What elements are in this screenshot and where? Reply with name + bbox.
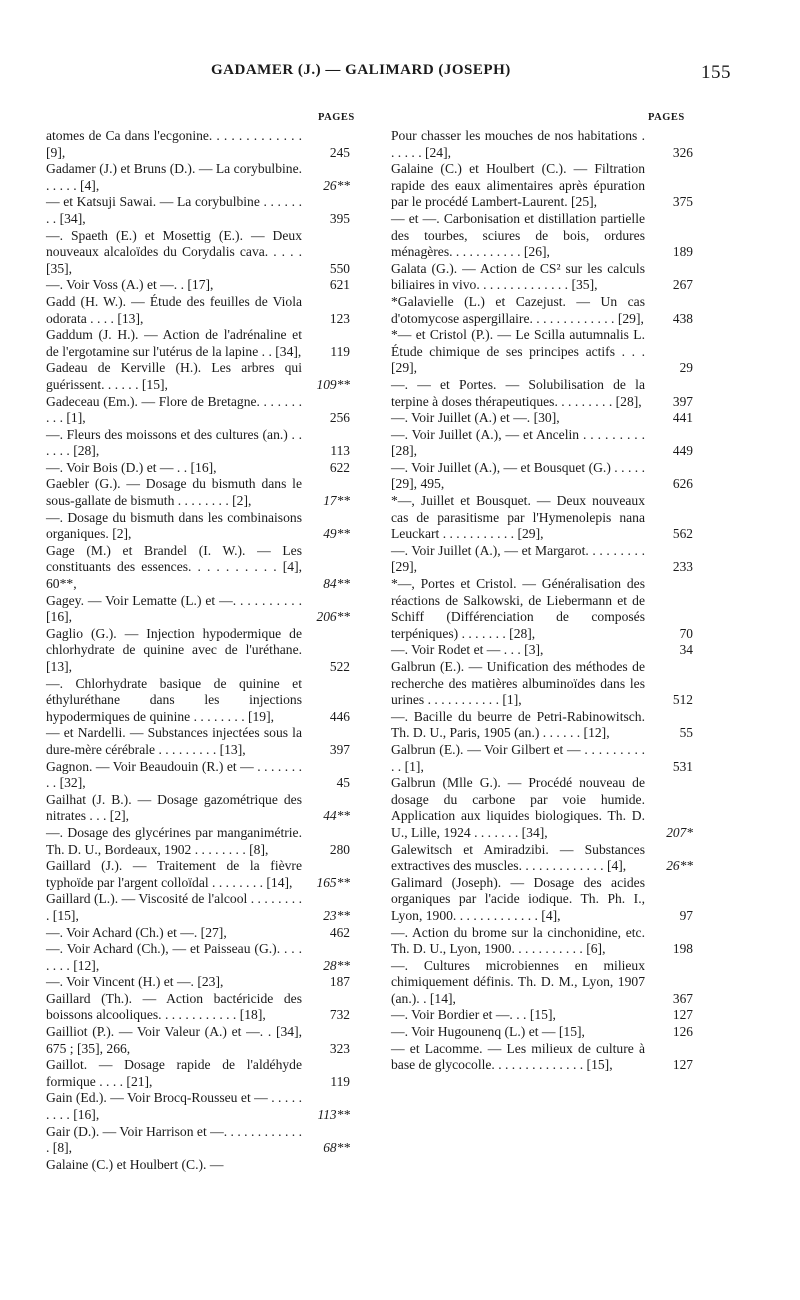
entry-page-number: 127 [672,1007,693,1023]
entry-page-number: 449 [672,443,693,459]
index-entry [391,1041,693,1074]
index-entry [46,1157,350,1174]
entry-text: Gaglio (G.). — Injection hypodermique de chlorhydrate de quinine avec de l'uréthane. [13], [46,625,302,674]
entry-text: Galata (G.). — Action de CS² sur les calculs biliaires in vivo. . . . . . . . . . . . . . [35], [391,260,645,293]
index-entry [391,211,693,261]
entry-page-number: 126 [672,1024,693,1040]
index-entry [46,427,350,460]
entry-page-number: 256 [329,410,350,426]
entry-text: —. Voir Juillet (A.), — et Bousquet (G.) . . . . . [29], 495, [391,459,645,492]
index-entry [391,1024,693,1041]
entry-page-number: 45 [336,775,350,791]
entry-page-number: 441 [672,410,693,426]
entry-text: *Galavielle (L.) et Cazejust. — Un cas d'otomycose aspergillaire. . . . . . . . . . . . . [29], [391,293,645,326]
entry-page-number: 84** [323,576,350,592]
entry-text: Gadeau de Kerville (H.). Les arbres qui guérissent. . . . . . [15], [46,360,302,392]
entry-page-number: 29 [679,360,693,376]
entry-page-number: 165** [316,874,350,890]
entry-text: Galimard (Joseph). — Dosage des acides organiques par l'acide iodique. Th. Ph. I., Lyon, 1900. . . . . . . . . . . . . [4], [391,874,645,923]
entry-text: — et Nardelli. — Substances injectées sous la dure-mère cérébrale . . . . . . . . . [13], [46,725,302,757]
entry-text: —. Voir Bordier et —. . . [15], [391,1007,556,1023]
index-entry [46,460,350,477]
index-entry [46,792,350,825]
index-entry [46,161,350,194]
entry-page-number: 621 [329,277,350,293]
index-entry [391,925,693,958]
entry-page-number: 323 [329,1040,350,1056]
index-entry [46,360,350,393]
index-entry [391,460,693,493]
entry-text: Gadeceau (Em.). — Flore de Bretagne. . . . . . . . . . [1], [46,393,302,426]
index-entry [391,576,693,642]
index-entry [391,1007,693,1024]
entry-page-number: 28** [323,957,350,973]
entry-text: —. Voir Juillet (A.), — et Margarot. . . . . . . . . [29], [391,542,645,575]
index-entry [46,1024,350,1057]
index-entry [391,543,693,576]
entry-text: Gaillard (L.). — Viscosité de l'alcool . . . . . . . . . [15], [46,891,302,923]
entry-text: —. Voir Vincent (H.) et —. [23], [46,974,224,990]
entry-page-number: 375 [672,194,693,210]
entry-text: Gagnon. — Voir Beaudouin (R.) et — . . . . . . . . . [32], [46,758,302,791]
entry-page-number: 522 [329,659,350,674]
entry-text: —. Chlorhydrate basique de quinine et éthyluréthane dans les injections hypodermiques de quinine . . . . . . . . [19], [46,675,302,724]
index-entry [391,377,693,410]
entry-text: *—, Portes et Cristol. — Généralisation des réactions de Salkowski, de Liebermann et de Schiff (Différenciation de composés terpéniques) . . . . . . . [28], [391,576,645,641]
entry-page-number: 395 [329,210,350,226]
entry-text: Gaebler (G.). — Dosage du bismuth dans le sous-gallate de bismuth . . . . . . . . [2], [46,476,302,509]
entry-text: —. Action du brome sur la cinchonidine, etc. Th. D. U., Lyon, 1900. . . . . . . . . . . [6], [391,924,645,957]
entry-page-number: 119 [330,1073,350,1089]
entry-page-number: 113 [330,443,350,459]
entry-page-number: 446 [329,708,350,724]
entry-text: atomes de Ca dans l'ecgonine. . . . . . . . . . . . . [9], [46,128,302,160]
entry-page-number: 68** [323,1140,350,1156]
entry-text: —. Voir Achard (Ch.) et —. [27], [46,924,227,940]
running-head: GADAMER (J.) — GALIMARD (JOSEPH) [211,62,511,78]
index-entry [46,759,350,792]
entry-text: —. Spaeth (E.) et Mosettig (E.). — Deux nouveaux alcaloïdes du Corydalis cava. . . . . [35], [46,227,302,276]
index-entry [46,476,350,509]
entry-text: —. Voir Hugounenq (L.) et — [15], [391,1024,585,1040]
index-entry [46,194,350,227]
entry-page-number: 23** [323,907,350,923]
entry-text: —. Voir Bois (D.) et — . . [16], [46,459,217,475]
entry-text: — et —. Carbonisation et distillation partielle des tourbes, sciures de bois, ordures ménagères. . . . . . . . . . . [26], [391,210,645,260]
index-entry [46,725,350,758]
index-entry [46,128,350,161]
entry-text: Gaillot. — Dosage rapide de l'aldéhyde formique . . . . [21], [46,1057,302,1089]
entry-page-number: 49** [323,526,350,542]
index-column-right [391,128,693,1074]
entry-text: Galaine (C.) et Houlbert (C.). — [46,1156,224,1172]
entry-text: —. — et Portes. — Solubilisation de la terpine à doses thérapeutiques. . . . . . . . . [28], [391,376,645,409]
entry-page-number: 34 [679,642,693,658]
entry-text: — et Lacomme. — Les milieux de culture à base de glycocolle. . . . . . . . . . . . . . [15], [391,1040,645,1073]
pages-column-label-left: PAGES [318,112,355,123]
entry-page-number: 70 [679,625,693,641]
index-column-left [46,128,350,1173]
entry-text: Gailliot (P.). — Voir Valeur (A.) et —. . [34], 675 ; [35], 266, [46,1024,302,1056]
index-entry [46,925,350,942]
entry-text: — et Katsuji Sawai. — La corybulbine . . . . . . . . [34], [46,194,302,226]
entry-text: *— et Cristol (P.). — Le Scilla autumnalis L. Étude chimique de ses principes actifs . . . [29], [391,327,645,376]
entry-text: —. Voir Voss (A.) et —. . [17], [46,277,214,293]
entry-text: Gage (M.) et Brandel (I. W.). — Les constituants des essences. . . . . . . . . . [4], 60**, [46,542,302,592]
entry-text: *—, Juillet et Bousquet. — Deux nouveaux cas de parasitisme par l'Hymenolepis nana Leuckart . . . . . . . . . . . [29], [391,493,645,542]
entry-page-number: 531 [672,758,693,774]
entry-page-number: 550 [329,260,350,276]
entry-page-number: 326 [672,144,693,160]
entry-text: —. Voir Rodet et — . . . [3], [391,642,544,658]
entry-page-number: 207* [666,824,693,840]
index-entry [46,510,350,543]
entry-page-number: 44** [323,808,350,824]
entry-text: —. Voir Juillet (A.), — et Ancelin . . . . . . . . . [28], [391,426,645,459]
entry-text: Gair (D.). — Voir Harrison et —. . . . . . . . . . . . . [8], [46,1123,302,1156]
index-entry [391,642,693,659]
index-entry [391,493,693,543]
index-entry [46,327,350,360]
entry-page-number: 206** [316,609,350,625]
index-entry [391,327,693,377]
index-entry [46,543,350,593]
index-entry [46,891,350,924]
entry-page-number: 626 [672,476,693,492]
index-entry [46,277,350,294]
entry-page-number: 97 [679,907,693,923]
index-entry [391,161,693,211]
entry-page-number: 127 [672,1057,693,1073]
entry-text: —. Voir Juillet (A.) et —. [30], [391,410,560,426]
entry-page-number: 562 [672,526,693,542]
entry-page-number: 622 [329,459,350,475]
entry-text: Gagey. — Voir Lematte (L.) et —. . . . . . . . . . [16], [46,592,302,625]
entry-page-number: 55 [679,725,693,741]
entry-text: Gaddum (J. H.). — Action de l'adrénaline et de l'ergotamine sur l'utérus de la lapine . . [34], [46,327,302,359]
index-entry [46,626,350,676]
entry-page-number: 367 [672,990,693,1006]
index-entry [391,427,693,460]
entry-text: Galbrun (E.). — Unification des méthodes de recherche des matières albuminoïdes dans les urines . . . . . . . . . . . [1], [391,659,645,708]
index-entry [391,261,693,294]
entry-page-number: 113** [317,1107,350,1123]
index-entry [46,1057,350,1090]
entry-text: Galewitsch et Amiradzibi. — Substances extractives des muscles. . . . . . . . . . . . . [4], [391,841,645,874]
index-entry [391,775,693,841]
index-entry [46,676,350,726]
index-entry [46,1090,350,1123]
index-entry [391,128,693,161]
entry-page-number: 119 [330,343,350,359]
entry-text: —. Dosage des glycérines par manganimétrie. Th. D. U., Bordeaux, 1902 . . . . . . . . [8], [46,824,302,857]
index-entry [46,974,350,991]
entry-page-number: 109** [316,376,350,392]
entry-text: —. Fleurs des moissons et des cultures (an.) . . . . . . [28], [46,426,302,459]
entry-page-number: 397 [329,741,350,757]
entry-text: Galbrun (E.). — Voir Gilbert et — . . . . . . . . . . . [1], [391,741,645,774]
index-entry [46,858,350,891]
entry-text: Gaillard (J.). — Traitement de la fièvre typhoïde par l'argent colloïdal . . . . . . . . [14], [46,858,302,890]
entry-page-number: 26** [323,177,350,193]
entry-text: Pour chasser les mouches de nos habitations . . . . . . [24], [391,128,645,160]
index-entry [46,991,350,1024]
index-entry [46,1124,350,1157]
entry-text: —. Bacille du beurre de Petri-Rabinowitsch. Th. D. U., Paris, 1905 (an.) . . . . . . [12], [391,708,645,741]
entry-text: Galaine (C.) et Houlbert (C.). — Filtration rapide des eaux alimentaires après épuration par le procédé Lambert-Laurent. [25], [391,161,645,210]
entry-text: —. Dosage du bismuth dans les combinaisons organiques. [2], [46,509,302,542]
entry-text: —. Cultures microbiennes en milieux chimiquement définis. Th. D. M., Lyon, 1907 (an.). . [14], [391,957,645,1006]
index-entry [391,958,693,1008]
entry-page-number: 438 [672,310,693,326]
entry-page-number: 233 [672,559,693,575]
index-entry [391,875,693,925]
entry-page-number: 245 [329,144,350,160]
entry-page-number: 267 [672,277,693,293]
entry-page-number: 17** [323,493,350,509]
entry-text: —. Voir Achard (Ch.), — et Paisseau (G.). . . . . . . . [12], [46,941,302,973]
entry-page-number: 187 [329,974,350,990]
entry-text: Gadd (H. W.). — Étude des feuilles de Viola odorata . . . . [13], [46,293,302,326]
pages-column-label-right: PAGES [648,112,685,123]
entry-text: Gain (Ed.). — Voir Brocq-Rousseu et — . . . . . . . . . [16], [46,1090,302,1123]
entry-page-number: 397 [672,393,693,409]
entry-page-number: 123 [329,310,350,326]
entry-page-number: 512 [672,692,693,708]
entry-text: Gadamer (J.) et Bruns (D.). — La corybulbine. . . . . . [4], [46,161,302,193]
entry-page-number: 189 [672,244,693,260]
entry-page-number: 198 [672,941,693,957]
index-entry [46,593,350,626]
index-entry [46,394,350,427]
index-entry [391,842,693,875]
index-entry [46,825,350,858]
index-entry [46,228,350,278]
entry-page-number: 280 [329,841,350,857]
entry-text: Gailhat (J. B.). — Dosage gazométrique des nitrates . . . [2], [46,791,302,824]
entry-text: Galbrun (Mlle G.). — Procédé nouveau de dosage du carbone par voie humide. Application aux liquides biologiques. Th. D. U., Lille, 1924 . . . . . . . [34], [391,775,645,840]
index-entry [391,410,693,427]
entry-page-number: 26** [666,858,693,874]
index-entry [46,294,350,327]
index-entry [46,941,350,974]
entry-page-number: 732 [329,1007,350,1023]
index-entry [391,742,693,775]
entry-text: Gaillard (Th.). — Action bactéricide des boissons alcooliques. . . . . . . . . . . . [18], [46,990,302,1023]
index-entry [391,709,693,742]
page-number: 155 [701,62,731,83]
index-entry [391,294,693,327]
index-entry [391,659,693,709]
entry-page-number: 462 [329,924,350,940]
